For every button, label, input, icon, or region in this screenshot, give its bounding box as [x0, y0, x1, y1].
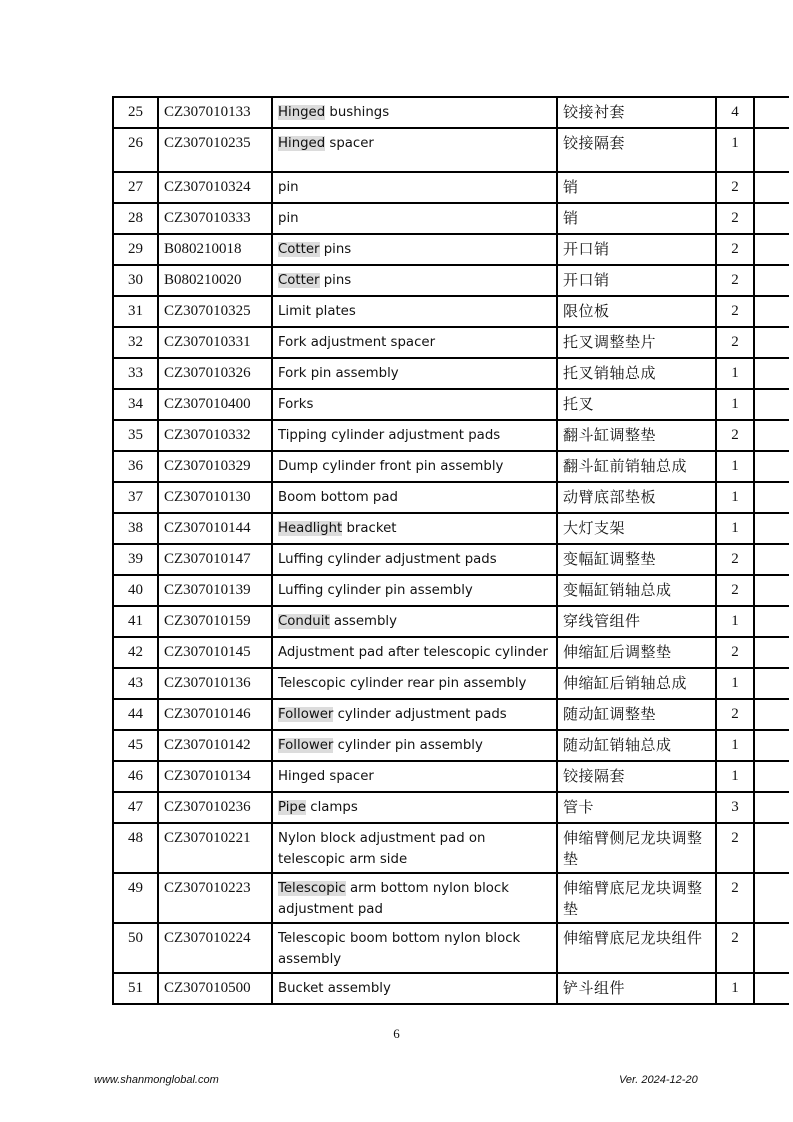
footer-version: Ver. 2024-12-20: [619, 1074, 698, 1086]
table-row: [113, 513, 789, 544]
blank-cell: [754, 97, 789, 128]
row-number: 34: [113, 389, 158, 420]
part-quantity: 1: [716, 973, 754, 1004]
part-code: CZ307010139: [158, 575, 272, 606]
part-name-text: Luffing cylinder adjustment pads: [278, 552, 497, 567]
row-number: 31: [113, 296, 158, 327]
blank-cell: [754, 513, 789, 544]
blank-cell: [754, 358, 789, 389]
blank-cell: [754, 420, 789, 451]
part-name-en: [272, 873, 557, 923]
table-row: [113, 172, 789, 203]
blank-cell: [754, 128, 789, 172]
table-row: [113, 97, 789, 128]
part-name-en: [272, 265, 557, 296]
part-name-text: Telescopic cylinder rear pin assembly: [278, 676, 527, 691]
part-name-cn: 随动缸销轴总成: [557, 730, 716, 761]
part-name-text: assembly: [329, 614, 397, 629]
part-name-text: Hinged spacer: [278, 769, 374, 784]
row-number: 41: [113, 606, 158, 637]
parts-table-body: [113, 97, 789, 1004]
row-number: 42: [113, 637, 158, 668]
row-number: 44: [113, 699, 158, 730]
blank-cell: [754, 575, 789, 606]
table-row: [113, 451, 789, 482]
part-name-cn: 翻斗缸前销轴总成: [557, 451, 716, 482]
part-name-cn: 限位板: [557, 296, 716, 327]
table-row: [113, 973, 789, 1004]
blank-cell: [754, 482, 789, 513]
part-code: B080210018: [158, 234, 272, 265]
table-row: [113, 699, 789, 730]
part-name-en: [272, 172, 557, 203]
part-quantity: 2: [716, 172, 754, 203]
row-number: 40: [113, 575, 158, 606]
blank-cell: [754, 606, 789, 637]
highlighted-term: Follower: [278, 738, 334, 753]
highlighted-term: Cotter: [278, 273, 320, 288]
part-name-en: [272, 389, 557, 420]
blank-cell: [754, 761, 789, 792]
table-row: [113, 668, 789, 699]
blank-cell: [754, 234, 789, 265]
part-code: CZ307010224: [158, 923, 272, 973]
blank-cell: [754, 792, 789, 823]
part-code: CZ307010329: [158, 451, 272, 482]
part-name-cn: 开口销: [557, 265, 716, 296]
part-name-en: [272, 97, 557, 128]
table-row: [113, 606, 789, 637]
part-name-en: [272, 973, 557, 1004]
part-name-text: pins: [319, 242, 352, 257]
footer-website: www.shanmonglobal.com: [94, 1074, 219, 1086]
part-name-cn: 管卡: [557, 792, 716, 823]
table-row: [113, 873, 789, 923]
row-number: 32: [113, 327, 158, 358]
part-name-text: arm bottom nylon block adjustment pad: [278, 881, 509, 917]
row-number: 27: [113, 172, 158, 203]
blank-cell: [754, 327, 789, 358]
part-name-en: [272, 358, 557, 389]
part-quantity: 1: [716, 128, 754, 172]
row-number: 36: [113, 451, 158, 482]
part-name-en: [272, 730, 557, 761]
part-name-text: pin: [278, 180, 299, 195]
row-number: 51: [113, 973, 158, 1004]
part-quantity: 1: [716, 389, 754, 420]
table-row: [113, 823, 789, 873]
table-row: [113, 327, 789, 358]
part-quantity: 1: [716, 482, 754, 513]
blank-cell: [754, 873, 789, 923]
part-code: CZ307010331: [158, 327, 272, 358]
part-name-cn: 托叉调整垫片: [557, 327, 716, 358]
part-name-cn: 变幅缸销轴总成: [557, 575, 716, 606]
part-quantity: 2: [716, 637, 754, 668]
blank-cell: [754, 973, 789, 1004]
blank-cell: [754, 668, 789, 699]
table-row: [113, 389, 789, 420]
table-row: [113, 730, 789, 761]
part-quantity: 2: [716, 234, 754, 265]
part-name-en: [272, 637, 557, 668]
part-name-en: [272, 420, 557, 451]
part-name-text: Adjustment pad after telescopic cylinder: [278, 645, 548, 660]
part-quantity: 2: [716, 203, 754, 234]
part-name-cn: 铰接衬套: [557, 97, 716, 128]
part-name-text: Limit plates: [278, 304, 356, 319]
blank-cell: [754, 203, 789, 234]
part-name-text: pin: [278, 211, 299, 226]
table-row: [113, 265, 789, 296]
highlighted-term: Pipe: [278, 800, 307, 815]
part-name-en: [272, 761, 557, 792]
part-name-cn: 伸缩臂底尼龙块组件: [557, 923, 716, 973]
blank-cell: [754, 699, 789, 730]
part-quantity: 2: [716, 327, 754, 358]
part-name-cn: 穿线管组件: [557, 606, 716, 637]
blank-cell: [754, 923, 789, 973]
part-name-cn: 随动缸调整垫: [557, 699, 716, 730]
table-row: [113, 637, 789, 668]
part-name-cn: 变幅缸调整垫: [557, 544, 716, 575]
part-quantity: 1: [716, 606, 754, 637]
part-name-cn: 伸缩臂侧尼龙块调整垫: [557, 823, 716, 873]
part-code: CZ307010236: [158, 792, 272, 823]
table-row: [113, 420, 789, 451]
part-name-text: Bucket assembly: [278, 981, 391, 996]
part-code: CZ307010325: [158, 296, 272, 327]
row-number: 48: [113, 823, 158, 873]
part-name-text: clamps: [306, 800, 358, 815]
blank-cell: [754, 389, 789, 420]
part-name-cn: 伸缩臂底尼龙块调整垫: [557, 873, 716, 923]
part-quantity: 2: [716, 873, 754, 923]
row-number: 26: [113, 128, 158, 172]
part-code: CZ307010500: [158, 973, 272, 1004]
part-quantity: 3: [716, 792, 754, 823]
part-name-en: [272, 482, 557, 513]
part-name-text: spacer: [325, 136, 374, 151]
row-number: 50: [113, 923, 158, 973]
part-quantity: 1: [716, 451, 754, 482]
row-number: 35: [113, 420, 158, 451]
row-number: 33: [113, 358, 158, 389]
part-name-cn: 伸缩缸后调整垫: [557, 637, 716, 668]
part-name-en: [272, 513, 557, 544]
part-code: CZ307010142: [158, 730, 272, 761]
part-name-en: [272, 234, 557, 265]
part-code: CZ307010400: [158, 389, 272, 420]
part-name-en: [272, 606, 557, 637]
part-name-cn: 托叉: [557, 389, 716, 420]
part-code: CZ307010333: [158, 203, 272, 234]
part-name-text: pins: [319, 273, 352, 288]
part-name-en: [272, 128, 557, 172]
part-name-en: [272, 823, 557, 873]
part-code: CZ307010134: [158, 761, 272, 792]
part-name-cn: 销: [557, 203, 716, 234]
row-number: 49: [113, 873, 158, 923]
part-code: CZ307010130: [158, 482, 272, 513]
part-code: CZ307010159: [158, 606, 272, 637]
part-name-cn: 托叉销轴总成: [557, 358, 716, 389]
part-quantity: 1: [716, 668, 754, 699]
table-row: [113, 792, 789, 823]
part-name-en: [272, 544, 557, 575]
part-quantity: 2: [716, 699, 754, 730]
row-number: 30: [113, 265, 158, 296]
blank-cell: [754, 451, 789, 482]
part-name-text: Fork pin assembly: [278, 366, 399, 381]
highlighted-term: Conduit: [278, 614, 330, 629]
row-number: 37: [113, 482, 158, 513]
table-row: [113, 358, 789, 389]
row-number: 29: [113, 234, 158, 265]
part-name-en: [272, 575, 557, 606]
part-code: CZ307010326: [158, 358, 272, 389]
part-name-cn: 铲斗组件: [557, 973, 716, 1004]
part-code: CZ307010221: [158, 823, 272, 873]
part-name-text: cylinder pin assembly: [333, 738, 483, 753]
part-quantity: 1: [716, 730, 754, 761]
row-number: 25: [113, 97, 158, 128]
table-row: [113, 128, 789, 172]
highlighted-term: Headlight: [278, 521, 343, 536]
part-name-cn: 伸缩缸后销轴总成: [557, 668, 716, 699]
blank-cell: [754, 637, 789, 668]
part-name-cn: 铰接隔套: [557, 761, 716, 792]
part-name-text: Nylon block adjustment pad on telescopic arm side: [278, 831, 486, 867]
part-quantity: 2: [716, 544, 754, 575]
row-number: 46: [113, 761, 158, 792]
part-name-text: Fork adjustment spacer: [278, 335, 436, 350]
part-name-text: Luffing cylinder pin assembly: [278, 583, 473, 598]
part-name-cn: 动臂底部垫板: [557, 482, 716, 513]
blank-cell: [754, 544, 789, 575]
table-row: [113, 482, 789, 513]
part-name-cn: 铰接隔套: [557, 128, 716, 172]
part-name-text: Forks: [278, 397, 314, 412]
part-quantity: 2: [716, 420, 754, 451]
highlighted-term: Telescopic: [278, 881, 346, 896]
part-code: CZ307010235: [158, 128, 272, 172]
part-code: B080210020: [158, 265, 272, 296]
part-code: CZ307010332: [158, 420, 272, 451]
row-number: 28: [113, 203, 158, 234]
table-row: [113, 761, 789, 792]
part-code: CZ307010133: [158, 97, 272, 128]
highlighted-term: Hinged: [278, 105, 326, 120]
part-name-text: cylinder adjustment pads: [333, 707, 507, 722]
highlighted-term: Cotter: [278, 242, 320, 257]
part-name-en: [272, 923, 557, 973]
part-quantity: 1: [716, 358, 754, 389]
row-number: 47: [113, 792, 158, 823]
part-quantity: 2: [716, 923, 754, 973]
parts-table: [112, 96, 789, 1005]
page-number: 6: [393, 1026, 400, 1041]
part-name-text: Boom bottom pad: [278, 490, 398, 505]
part-name-en: [272, 792, 557, 823]
part-code: CZ307010136: [158, 668, 272, 699]
table-row: [113, 296, 789, 327]
part-code: CZ307010145: [158, 637, 272, 668]
part-quantity: 2: [716, 575, 754, 606]
part-quantity: 4: [716, 97, 754, 128]
part-code: CZ307010324: [158, 172, 272, 203]
highlighted-term: Follower: [278, 707, 334, 722]
part-code: CZ307010144: [158, 513, 272, 544]
part-code: CZ307010147: [158, 544, 272, 575]
blank-cell: [754, 296, 789, 327]
blank-cell: [754, 172, 789, 203]
row-number: 39: [113, 544, 158, 575]
row-number: 43: [113, 668, 158, 699]
part-code: CZ307010223: [158, 873, 272, 923]
part-name-cn: 销: [557, 172, 716, 203]
table-row: [113, 544, 789, 575]
part-quantity: 1: [716, 513, 754, 544]
part-name-cn: 大灯支架: [557, 513, 716, 544]
part-name-cn: 翻斗缸调整垫: [557, 420, 716, 451]
part-name-text: bracket: [342, 521, 397, 536]
table-row: [113, 234, 789, 265]
part-name-en: [272, 668, 557, 699]
part-code: CZ307010146: [158, 699, 272, 730]
part-quantity: 2: [716, 296, 754, 327]
part-name-en: [272, 296, 557, 327]
part-name-text: bushings: [325, 105, 390, 120]
part-name-text: Dump cylinder front pin assembly: [278, 459, 504, 474]
blank-cell: [754, 730, 789, 761]
part-quantity: 2: [716, 265, 754, 296]
part-name-en: [272, 327, 557, 358]
part-quantity: 2: [716, 823, 754, 873]
table-row: [113, 203, 789, 234]
highlighted-term: Hinged: [278, 136, 326, 151]
part-name-en: [272, 203, 557, 234]
blank-cell: [754, 265, 789, 296]
part-name-en: [272, 699, 557, 730]
part-quantity: 1: [716, 761, 754, 792]
part-name-text: Telescopic boom bottom nylon block assembly: [278, 931, 521, 967]
row-number: 45: [113, 730, 158, 761]
part-name-en: [272, 451, 557, 482]
table-row: [113, 923, 789, 973]
row-number: 38: [113, 513, 158, 544]
blank-cell: [754, 823, 789, 873]
table-row: [113, 575, 789, 606]
part-name-cn: 开口销: [557, 234, 716, 265]
part-name-text: Tipping cylinder adjustment pads: [278, 428, 501, 443]
